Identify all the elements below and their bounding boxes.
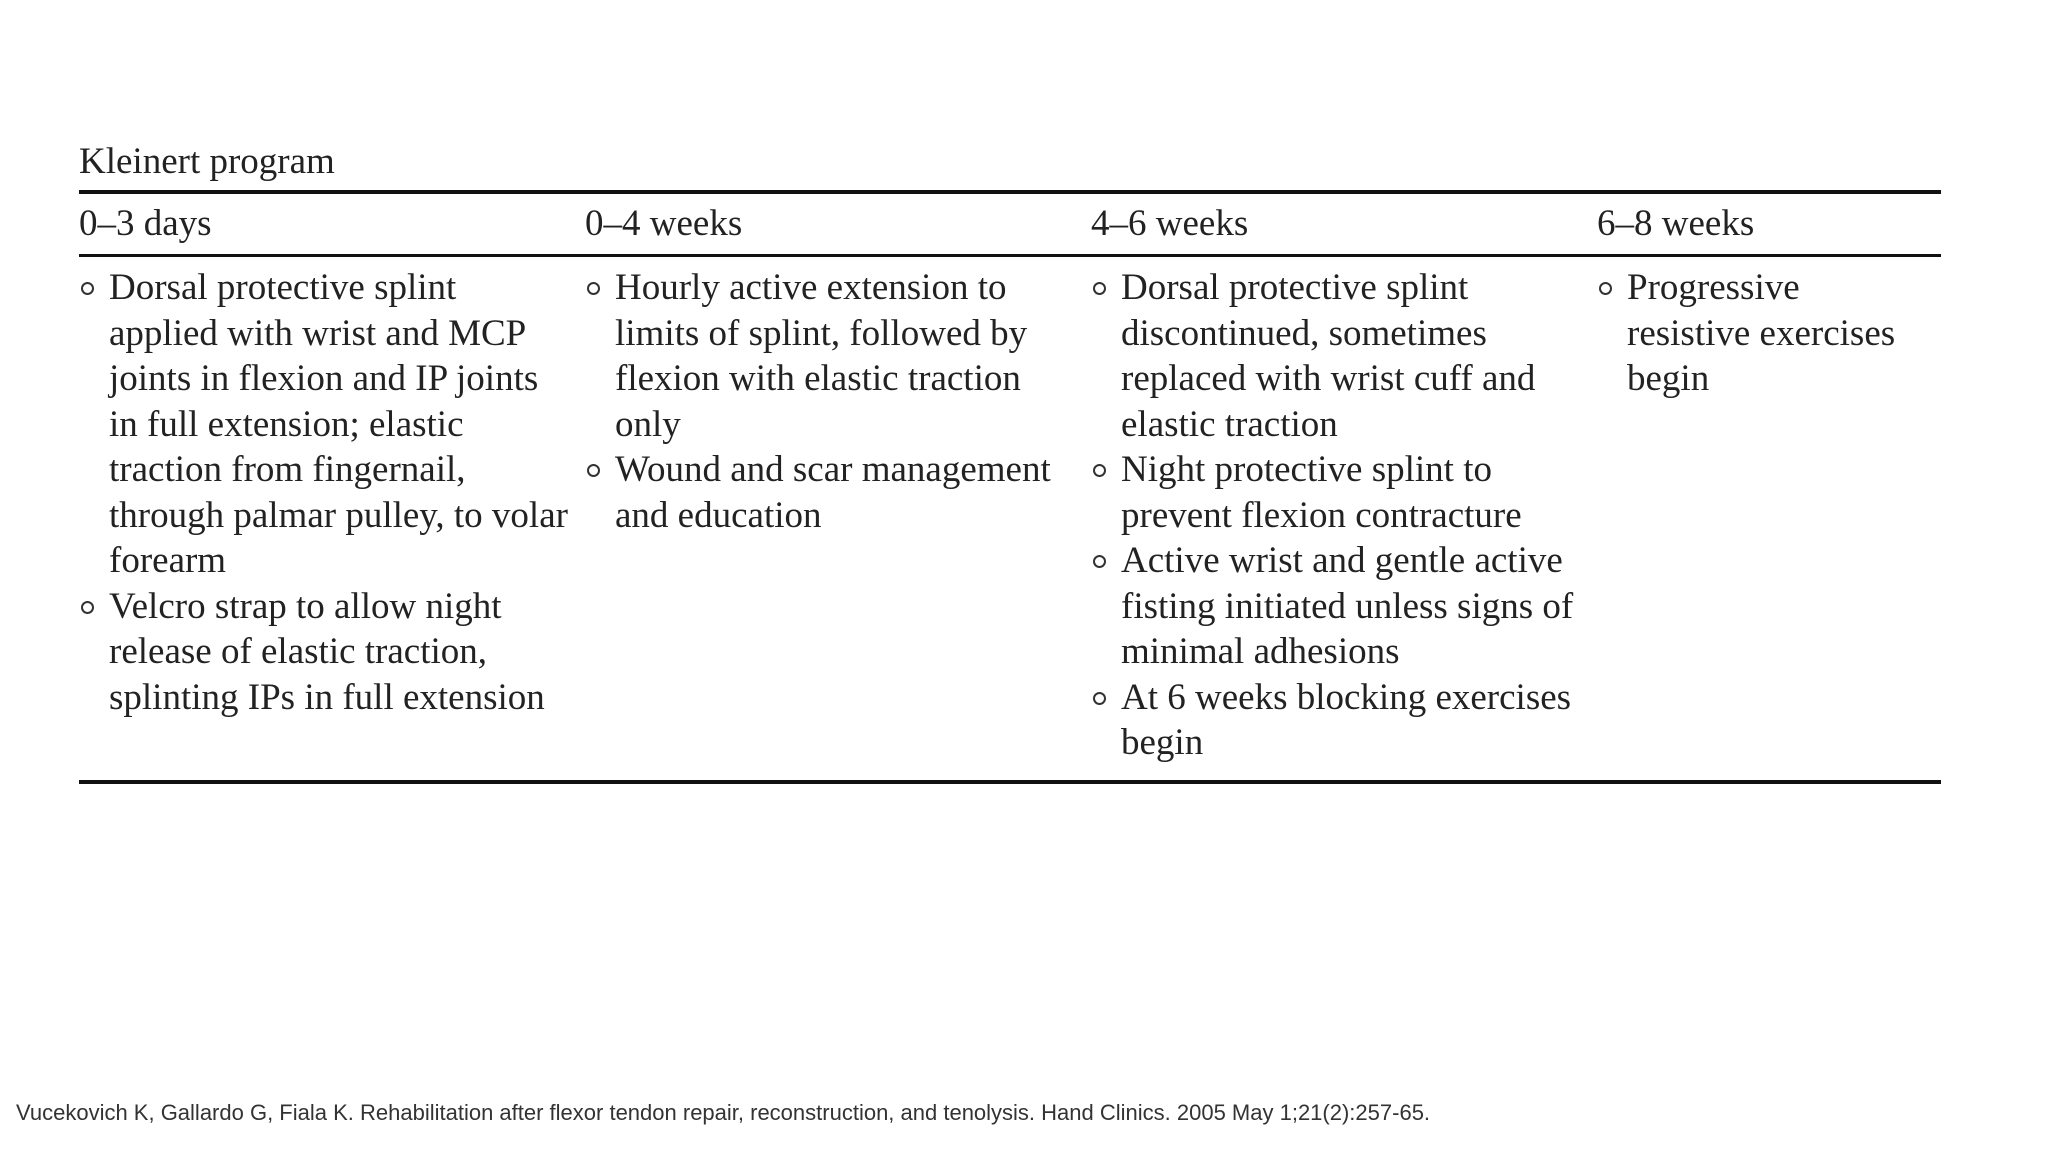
list-item-text: Wound and scar management and education xyxy=(615,449,1051,536)
list-item xyxy=(1091,675,1597,766)
list-item xyxy=(1091,538,1597,675)
list-item xyxy=(79,265,585,584)
table-header-row xyxy=(79,194,1941,254)
bullet-list xyxy=(1091,265,1597,766)
bullet-icon xyxy=(81,601,94,614)
list-item-text: Progressive resistive exercises begin xyxy=(1627,267,1896,399)
bullet-list xyxy=(585,265,1091,538)
kleinert-program-table xyxy=(79,136,1941,784)
list-item xyxy=(79,584,585,721)
bullet-list xyxy=(79,265,585,720)
column-header: 4–6 weeks xyxy=(1091,203,1249,245)
list-item-text: Velcro strap to allow night release of elastic traction, splinting IPs in full extension xyxy=(109,585,545,718)
bullet-icon xyxy=(1599,282,1612,295)
bullet-icon xyxy=(587,464,600,477)
list-item-text: Dorsal protective splint applied with wrist and MCP joints in flexion and IP joints in full extension; elastic traction from fingernail, through palmar pulley, to volar forearm xyxy=(109,267,568,581)
bullet-icon xyxy=(81,282,94,295)
bullet-icon xyxy=(1093,555,1106,568)
table-cell xyxy=(1091,265,1597,766)
list-item-text: Dorsal protective splint discontinued, sometimes replaced with wrist cuff and elastic traction xyxy=(1121,267,1536,445)
list-item-text: Night protective splint to prevent flexion contracture xyxy=(1121,449,1522,536)
table-cell xyxy=(585,265,1091,766)
table-cell xyxy=(79,265,585,766)
list-item xyxy=(1091,265,1597,447)
column-header: 6–8 weeks xyxy=(1597,203,1755,245)
list-item xyxy=(585,265,1091,447)
table-cell xyxy=(1597,265,1941,766)
bullet-list xyxy=(1597,265,1941,402)
list-item-text: At 6 weeks blocking exercises begin xyxy=(1121,676,1572,763)
list-item xyxy=(1597,265,1941,402)
table-body-row xyxy=(79,257,1941,780)
bullet-icon xyxy=(1093,692,1106,705)
citation: Vucekovich K, Gallardo G, Fiala K. Rehabilitation after flexor tendon repair, reconstruction, and tenolysis. Hand Clinics. 2005 May 1;21(2):257-65. xyxy=(16,1100,1431,1125)
bullet-icon xyxy=(1093,464,1106,477)
list-item xyxy=(585,447,1091,538)
list-item-text: Hourly active extension to limits of splint, followed by flexion with elastic traction only xyxy=(615,267,1028,445)
table-title: Kleinert program xyxy=(79,141,335,182)
column-header: 0–3 days xyxy=(79,203,212,245)
table-bottom-rule xyxy=(79,780,1941,784)
list-item-text: Active wrist and gentle active fisting initiated unless signs of minimal adhesions xyxy=(1121,540,1574,672)
list-item xyxy=(1091,447,1597,538)
column-header: 0–4 weeks xyxy=(585,203,743,245)
bullet-icon xyxy=(587,282,600,295)
bullet-icon xyxy=(1093,282,1106,295)
